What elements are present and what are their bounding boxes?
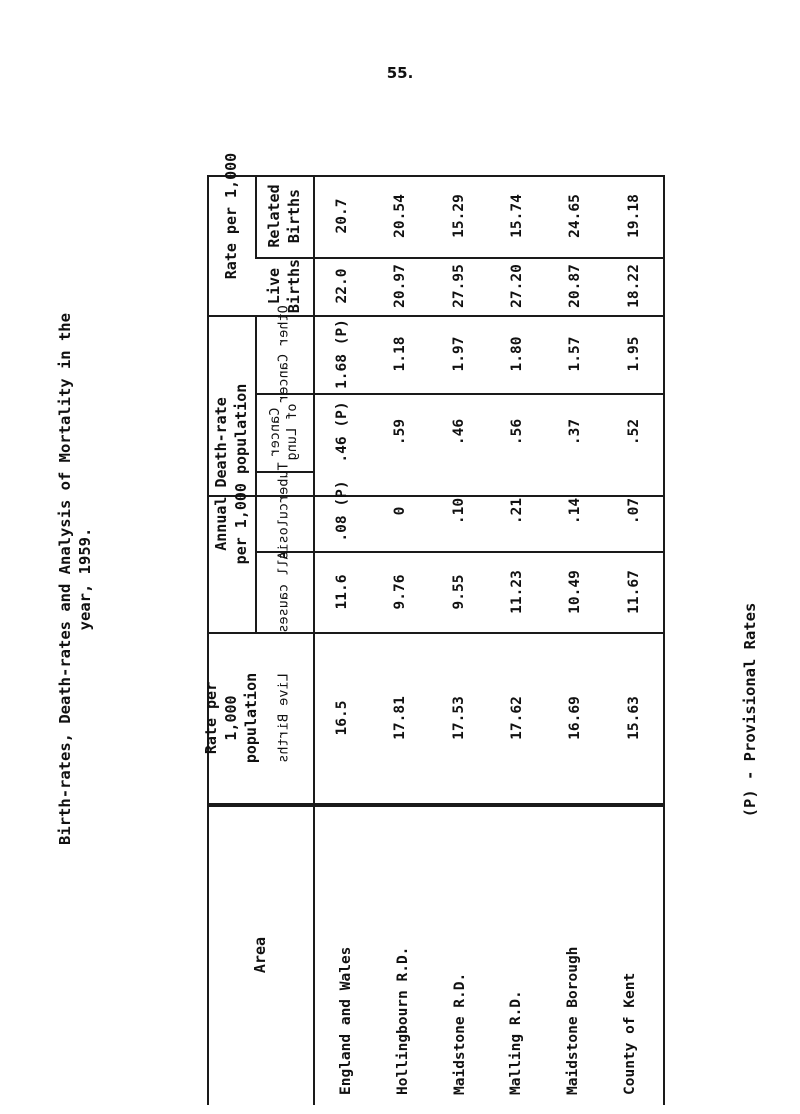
area-name: Maidstone R.D.: [451, 972, 468, 1095]
area-name: Malling R.D.: [508, 990, 525, 1095]
subheader-cancer-of-lung: Cancer of Lung: [267, 403, 300, 461]
other-cancer-value: 1.97: [450, 336, 467, 372]
table-title-line2: year, 1959.: [76, 527, 94, 631]
area-section: [207, 805, 665, 1105]
all-causes-value: 11.67: [625, 569, 642, 614]
live-births-rate-value: 16.5: [334, 700, 351, 736]
tuberculosis-value: .07: [625, 497, 642, 525]
column-other-cancer: [313, 315, 663, 393]
live-births-rate-value: 15.63: [625, 696, 642, 740]
header-related-births: Related Births: [265, 184, 303, 248]
cancer-of-lung-value: .46 (P): [334, 401, 351, 463]
mortality-table: [202, 152, 665, 805]
cancer-of-lung-value: .37: [567, 418, 584, 446]
header-rate-per-population: Rate per 1,000 population: [202, 672, 260, 764]
header-live-births: Live Births: [265, 258, 303, 314]
other-cancer-value: 1.57: [567, 336, 584, 372]
still-births-value: 24.65: [567, 194, 584, 238]
still-births-value: 20.7: [334, 198, 351, 234]
page-number: 55.: [386, 64, 414, 82]
column-all-causes: [313, 551, 663, 632]
total-deaths-value: 18.22: [625, 264, 642, 308]
tuberculosis-value: .14: [567, 497, 584, 525]
total-deaths-value: 27.20: [509, 264, 526, 308]
other-cancer-value: 1.18: [392, 336, 409, 372]
cancer-of-lung-value: .52: [625, 418, 642, 446]
all-causes-value: 11.6: [334, 574, 351, 609]
area-names: [313, 805, 663, 1105]
other-cancer-value: 1.80: [509, 336, 526, 372]
footnote: [735, 460, 765, 960]
subheader-all-causes: All causes: [275, 550, 292, 633]
live-births-rate-value: 16.69: [567, 696, 584, 740]
total-deaths-value: 27.95: [450, 264, 467, 308]
column-cancer-of-lung: [313, 393, 663, 471]
cancer-of-lung-value: .46: [450, 418, 467, 446]
other-cancer-value: 1.68 (P): [334, 319, 351, 389]
header-area: Area: [251, 936, 269, 974]
live-births-rate-value: 17.53: [450, 696, 467, 740]
subheader-tuberculosis: Tuberculosis: [275, 462, 292, 560]
header-rate-per-1000: Rate per 1,000: [222, 152, 240, 280]
subheader-other-cancer: Other Cancer: [275, 305, 292, 403]
live-births-rate-value: 17.62: [509, 696, 526, 740]
still-births-value: 20.54: [392, 194, 409, 238]
cancer-of-lung-value: .59: [392, 418, 409, 446]
all-causes-value: 11.23: [509, 569, 526, 614]
tuberculosis-value: .10: [450, 497, 467, 525]
header-annual-death-rate: Annual Death-rate per 1,000 population: [212, 383, 250, 564]
column-still-births: [313, 175, 663, 257]
other-cancer-value: 1.95: [625, 336, 642, 372]
all-causes-value: 9.76: [392, 574, 409, 609]
total-deaths-value: 20.87: [567, 264, 584, 308]
live-births-rate-value: 17.81: [392, 696, 409, 740]
table-title-line1: Birth-rates, Death-rates and Analysis of Mortality in the: [56, 313, 74, 845]
total-deaths-value: 22.0: [334, 268, 351, 304]
tuberculosis-value: .08 (P): [334, 480, 351, 542]
area-name: Hollingbourn R.D.: [394, 946, 411, 1095]
column-total-deaths: [313, 257, 663, 315]
subheader-live-births: Live Births: [275, 673, 292, 763]
still-births-value: 15.29: [450, 194, 467, 238]
all-causes-value: 9.55: [450, 574, 467, 609]
cancer-of-lung-value: .56: [509, 418, 526, 446]
area-name: England and Wales: [338, 946, 355, 1095]
column-live-births-rate: [313, 632, 663, 804]
all-causes-value: 10.49: [567, 569, 584, 614]
tuberculosis-value: 0: [392, 506, 409, 516]
still-births-value: 19.18: [625, 194, 642, 238]
still-births-value: 15.74: [509, 194, 526, 238]
total-deaths-value: 20.97: [392, 264, 409, 308]
footnote-text: (P) - Provisional Rates: [741, 602, 759, 818]
table-title: [55, 104, 95, 1054]
column-tuberculosis: [313, 471, 663, 551]
tuberculosis-value: .21: [509, 497, 526, 525]
area-name: Maidstone Borough: [564, 946, 581, 1095]
area-name: County of Kent: [621, 972, 638, 1095]
